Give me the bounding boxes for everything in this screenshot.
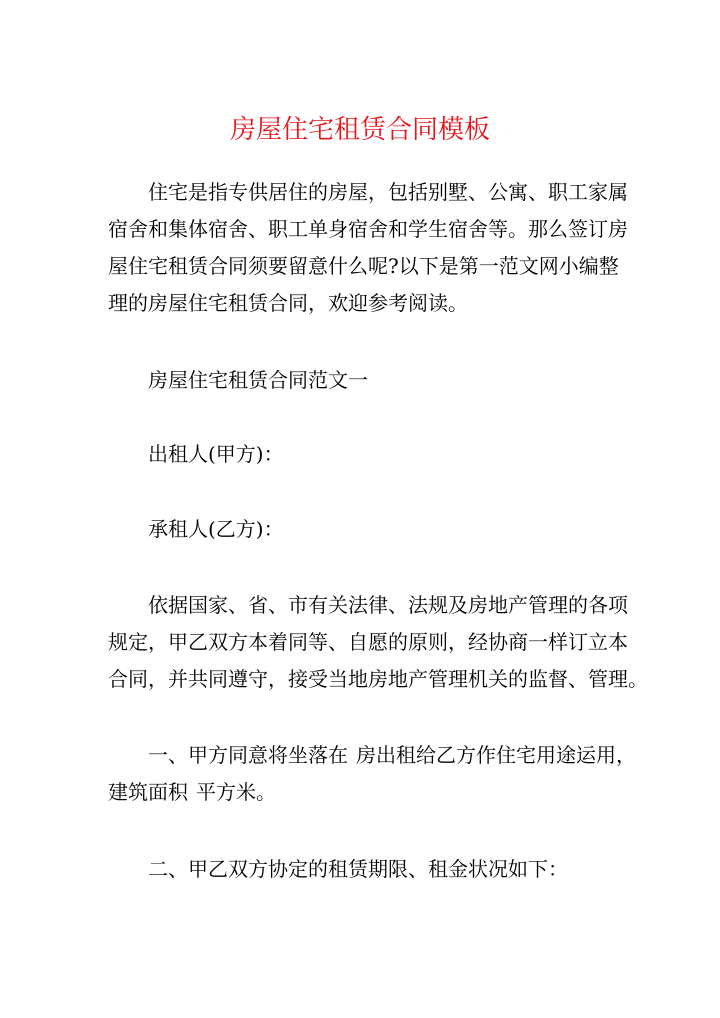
clause-1-paragraph — [108, 737, 636, 811]
basis-line: 合同，并共同遵守，接受当地房地产管理机关的监督、管理。 — [108, 667, 648, 691]
clause-2-paragraph: 二、甲乙双方协定的租赁期限、租金状况如下： — [148, 857, 568, 881]
clause-1-text: 一、甲方同意将坐落在 — [148, 743, 348, 767]
clause-1-line — [108, 774, 612, 811]
basis-line: 规定，甲乙双方本着同等、自愿的原则，经协商一样订立本 — [108, 630, 628, 654]
lessee-label: 承租人(乙方)： — [148, 517, 284, 541]
clause-1-text: 平方米。 — [196, 780, 276, 804]
lessor-label: 出租人(甲方)： — [148, 442, 284, 466]
intro-line: 住宅是指专供居住的房屋，包括别墅、公寓、职工家属 — [148, 180, 628, 204]
clause-1-text: 建筑面积 — [108, 780, 188, 804]
basis-line: 依据国家、省、市有关法律、法规及房地产管理的各项 — [148, 593, 628, 617]
clause-1-text: 房出租给乙方作住宅用途运用， — [356, 743, 636, 767]
section-heading: 房屋住宅租赁合同范文一 — [148, 368, 368, 392]
basis-paragraph — [108, 587, 648, 698]
intro-line: 屋住宅租赁合同须要留意什么呢?以下是第一范文网小编整 — [108, 254, 619, 278]
clause-1-line — [108, 737, 636, 774]
document-title: 房屋住宅租赁合同模板 — [229, 115, 490, 145]
intro-line: 理的房屋住宅租赁合同，欢迎参考阅读。 — [108, 291, 468, 315]
intro-line: 宿舍和集体宿舍、职工单身宿舍和学生宿舍等。那么签订房 — [108, 217, 628, 241]
intro-paragraph — [108, 174, 628, 322]
